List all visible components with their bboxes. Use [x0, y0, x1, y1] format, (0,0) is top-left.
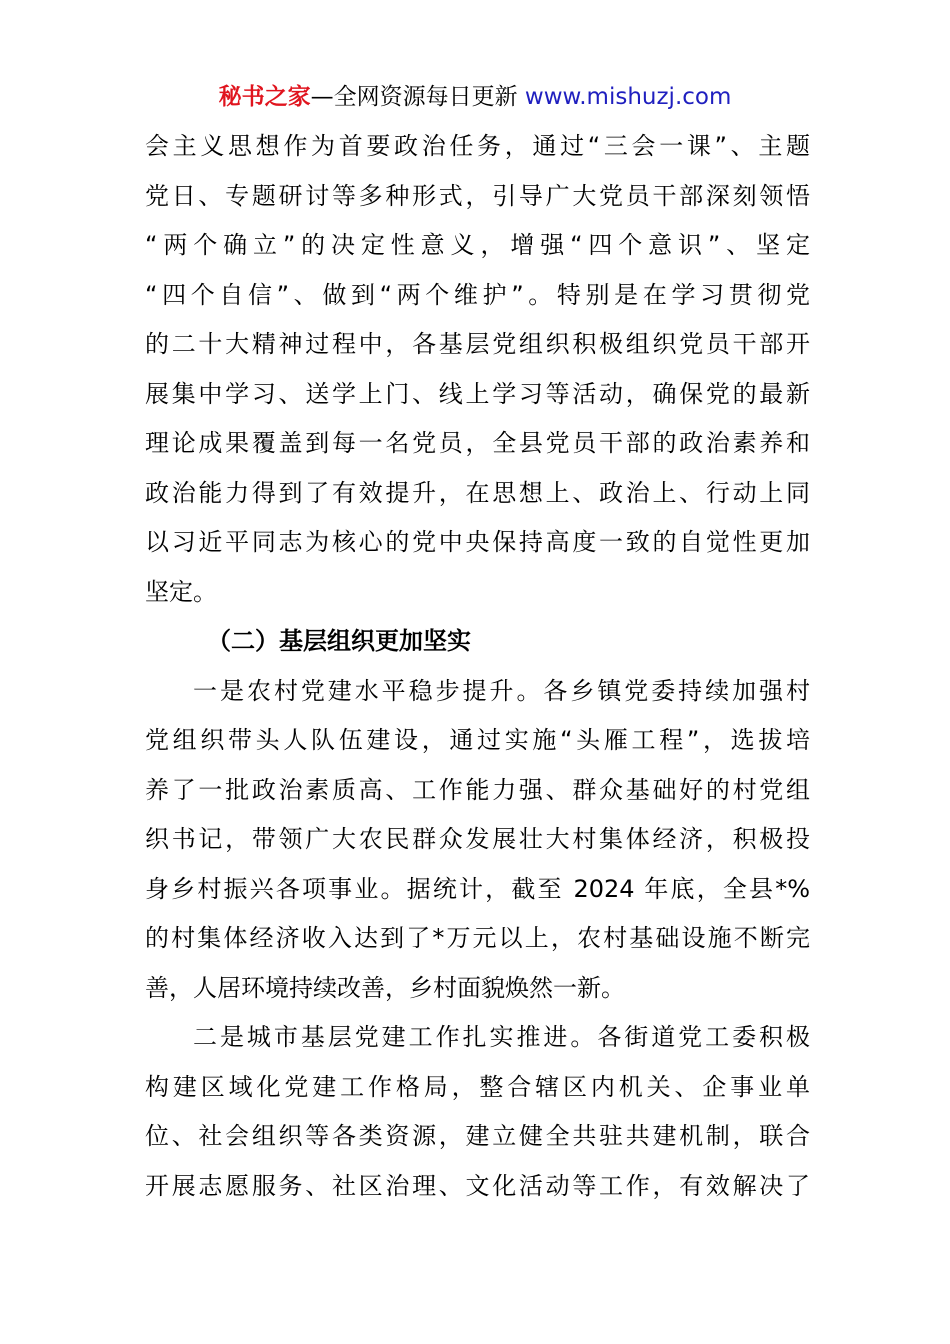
text-line: 会主义思想作为首要政治任务，通过“三会一课”、主题: [145, 132, 810, 160]
text-line: 党组织带头人队伍建设，通过实施“头雁工程”，选拔培: [145, 726, 810, 754]
text-line: 的二十大精神过程中，各基层党组织积极组织党员干部开: [145, 330, 810, 358]
document-body: [145, 122, 810, 1211]
section-heading: （二）基层组织更加坚实: [207, 627, 471, 655]
text-line: 的村集体经济收入达到了*万元以上，农村基础设施不断完: [145, 924, 810, 952]
text-line: 开展志愿服务、社区治理、文化活动等工作，有效解决了: [145, 1171, 810, 1200]
paragraph-urban-party-building: [145, 1013, 810, 1211]
site-tagline: —全网资源每日更新: [310, 84, 525, 110]
text-line: 政治能力得到了有效提升，在思想上、政治上、行动上同: [145, 478, 810, 507]
text-line: 构建区域化党建工作格局，整合辖区内机关、企事业单: [145, 1072, 810, 1101]
site-url-link[interactable]: www.mishuzj.com: [524, 84, 732, 110]
site-brand: 秘书之家: [218, 84, 311, 110]
site-header: [0, 80, 950, 114]
text-line: 一是农村党建水平稳步提升。各乡镇党委持续加强村: [193, 676, 810, 705]
text-line: 织书记，带领广大农民群众发展壮大村集体经济，积极投: [145, 825, 810, 853]
text-line: 展集中学习、送学上门、线上学习等活动，确保党的最新: [145, 379, 810, 408]
paragraph-rural-party-building: [145, 667, 810, 1014]
text-line: 党日、专题研讨等多种形式，引导广大党员干部深刻领悟: [145, 181, 810, 210]
text-line: 以习近平同志为核心的党中央保持高度一致的自觉性更加: [145, 528, 810, 556]
text-line: 善，人居环境持续改善，乡村面貌焕然一新。: [145, 973, 625, 1002]
paragraph-theory-study: [145, 122, 810, 617]
text-line: 身乡村振兴各项事业。据统计，截至 2024 年底，全县*%: [145, 874, 810, 903]
text-line: “两个确立”的决定性意义，增强“四个意识”、坚定: [145, 231, 810, 259]
text-line: 位、社会组织等各类资源，建立健全共驻共建机制，联合: [145, 1122, 810, 1150]
text-line: 坚定。: [145, 577, 217, 606]
text-line: 养了一批政治素质高、工作能力强、群众基础好的村党组: [145, 775, 810, 804]
text-line: 二是城市基层党建工作扎实推进。各街道党工委积极: [193, 1023, 810, 1051]
text-line: “四个自信”、做到“两个维护”。特别是在学习贯彻党: [145, 280, 810, 309]
text-line: 理论成果覆盖到每一名党员，全县党员干部的政治素养和: [145, 429, 810, 457]
